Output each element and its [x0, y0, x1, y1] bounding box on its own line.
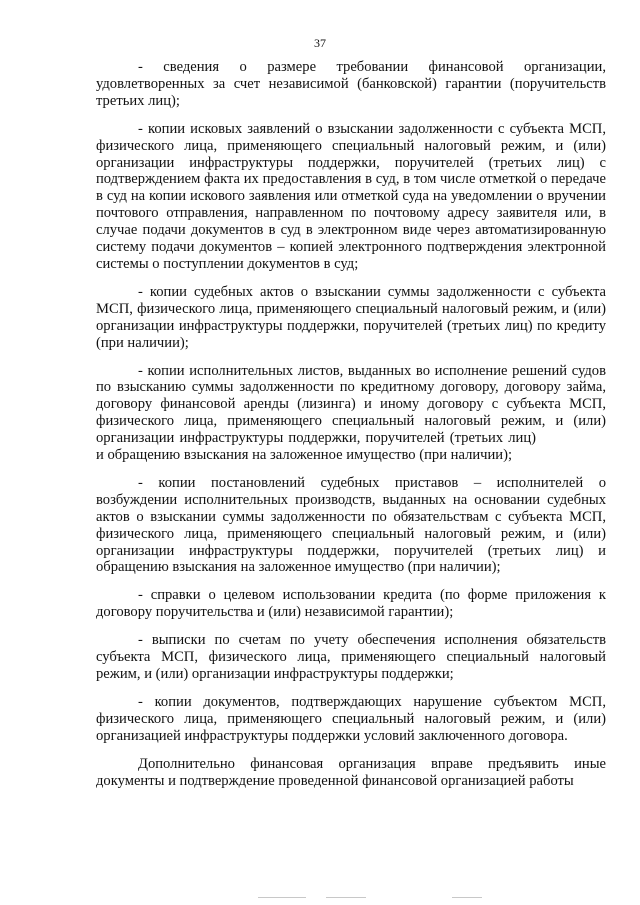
- paragraph-violation-documents: - копии документов, подтверждающих нарушение субъектом МСП, физического лица, применяющего специальный налоговый режим, и (или) организацией инфраструктуры поддержки условий заключенного договора.: [96, 693, 606, 744]
- paragraph-account-statements: - выписки по счетам по учету обеспечения исполнения обязательств субъекта МСП, физического лица, применяющего специальный налоговый режим, и (или) организации инфраструктуры поддержки;: [96, 632, 606, 682]
- paragraph-court-acts: - копии судебных актов о взыскании суммы задолженности с субъекта МСП, физического лица, применяющего специальный налоговый режим, и (или) организации инфраструктуры поддержки, поручителей (третьих лиц) по кредиту (при наличии);: [96, 283, 606, 351]
- paragraph-writs-text-after: и обращению взыскания на заложенное имущество (при наличии);: [96, 447, 513, 464]
- scan-artifacts: [0, 893, 640, 903]
- paragraph-lawsuit-copies: - копии исковых заявлений о взыскании задолженности с субъекта МСП, физического лица, применяющего специальный налоговый режим, и (или) организации инфраструктуры поддержки, поручителей (третьих лиц) с подтверждением факта их предоставления в суд, в том числе отметкой о передаче в суд на копии искового заявления или отметкой суда на уведомлении о вручении почтового отправления, направленном по почтовому адресу заявителя или, в случае подачи документов в суд в электронном виде через автоматизированную систему подачи документов – копией электронного подтверждения электронной системы о поступлении документов в суд;: [96, 120, 606, 272]
- paragraph-financial-claims: - сведения о размере требовании финансовой организации, удовлетворенных за счет независимой (банковской) гарантии (поручительств третьих лиц);: [96, 59, 606, 109]
- paragraph-target-use-certificate: - справки о целевом использовании кредита (по форме приложения к договору поручительства и (или) независимой гарантии);: [96, 587, 606, 621]
- paragraph-writs-text-before: - копии исполнительных листов, выданных во исполнение решений судов по взысканию суммы задолженности по кредитному договору, договору займа, договору финансовой аренды (лизинга) и иному договору с субъекта МСП, физического лица, применяющего специальный налоговый режим, и (или) организации инфраструктуры поддержки, поручителей (третьих лиц): [96, 362, 606, 447]
- paragraph-bailiff-resolutions: - копии постановлений судебных приставов – исполнителей о возбуждении исполнительных производств, выданных на основании судебных актов о взыскании суммы задолженности по обязательствам с субъекта МСП, физического лица, применяющего специальный налоговый режим, и (или) организации инфраструктуры поддержки, поручителей (третьих лиц) и обращению взыскания на заложенное имущество (при наличии);: [96, 474, 606, 576]
- paragraph-writs-of-execution: [96, 363, 606, 464]
- paragraph-additional-documents: Дополнительно финансовая организация вправе предъявить иные документы и подтверждение проведенной финансовой организацией работы: [96, 755, 606, 789]
- scan-mark: [258, 897, 306, 898]
- document-body: [96, 59, 606, 800]
- page-number: 37: [314, 36, 326, 50]
- scan-mark: [326, 897, 366, 898]
- scan-mark: [452, 897, 482, 898]
